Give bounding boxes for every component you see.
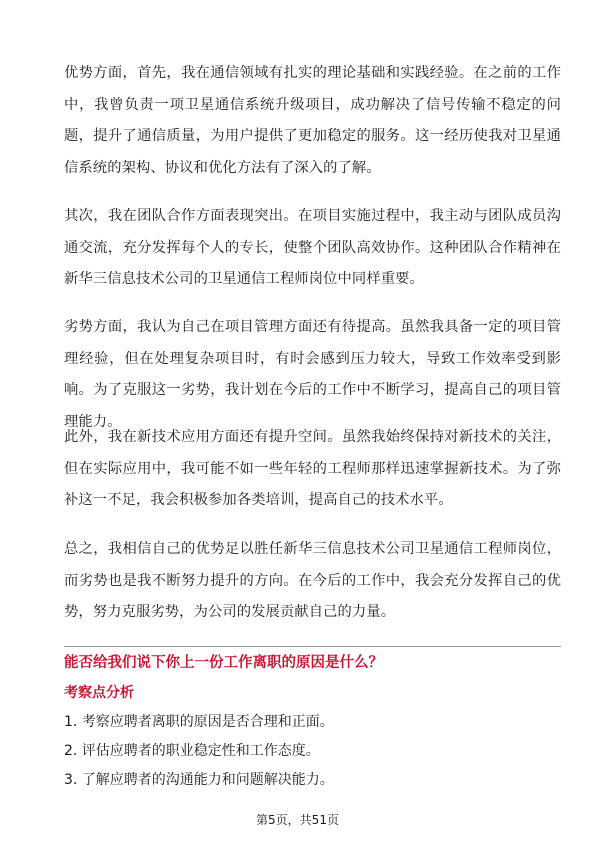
analysis-heading: 考察点分析: [64, 685, 134, 701]
list-item: 2. 评估应聘者的职业稳定性和工作态度。: [64, 743, 320, 759]
analysis-points: [64, 708, 334, 795]
paragraph-teamwork: 其次，我在团队合作方面表现突出。在项目实施过程中，我主动与团队成员沟通交流，充分发挥每个人的专长，使整个团队高效协作。这种团队合作精神在新华三信息技术公司的卫星通信工程师岗位中同样重要。: [64, 208, 561, 287]
list-item: 3. 了解应聘者的沟通能力和问题解决能力。: [64, 772, 334, 788]
paragraph-weaknesses: 劣势方面，我认为自己在项目管理方面还有待提高。虽然我具备一定的项目管理经验，但在处理复杂项目时，有时会感到压力较大，导致工作效率受到影响。为了克服这一劣势，我计划在今后的工作中不断学习，提高自己的项目管理能力。: [64, 319, 561, 430]
list-item: 1. 考察应聘者离职的原因是否合理和正面。: [64, 714, 334, 730]
paragraph-new-tech: 此外，我在新技术应用方面还有提升空间。虽然我始终保持对新技术的关注，但在实际应用中，我可能不如一些年轻的工程师那样迅速掌握新技术。为了弥补这一不足，我会积极参加各类培训，提高自己的技术水平。: [64, 429, 561, 508]
paragraph-strengths: 优势方面，首先，我在通信领域有扎实的理论基础和实践经验。在之前的工作中，我曾负责一项卫星通信系统升级项目，成功解决了信号传输不稳定的问题，提升了通信质量，为用户提供了更加稳定的服务。这一经历使我对卫星通信系统的架构、协议和优化方法有了深入的了解。: [64, 65, 561, 176]
interview-question: 能否给我们说下你上一份工作离职的原因是什么？: [64, 655, 383, 671]
paragraph-conclusion: 总之，我相信自己的优势足以胜任新华三信息技术公司卫星通信工程师岗位，而劣势也是我不断努力提升的方向。在今后的工作中，我会充分发挥自己的优势，努力克服劣势，为公司的发展贡献自己的力量。: [64, 541, 561, 620]
page-number: 第5页，共51页: [256, 813, 339, 827]
section-divider: [64, 646, 561, 647]
